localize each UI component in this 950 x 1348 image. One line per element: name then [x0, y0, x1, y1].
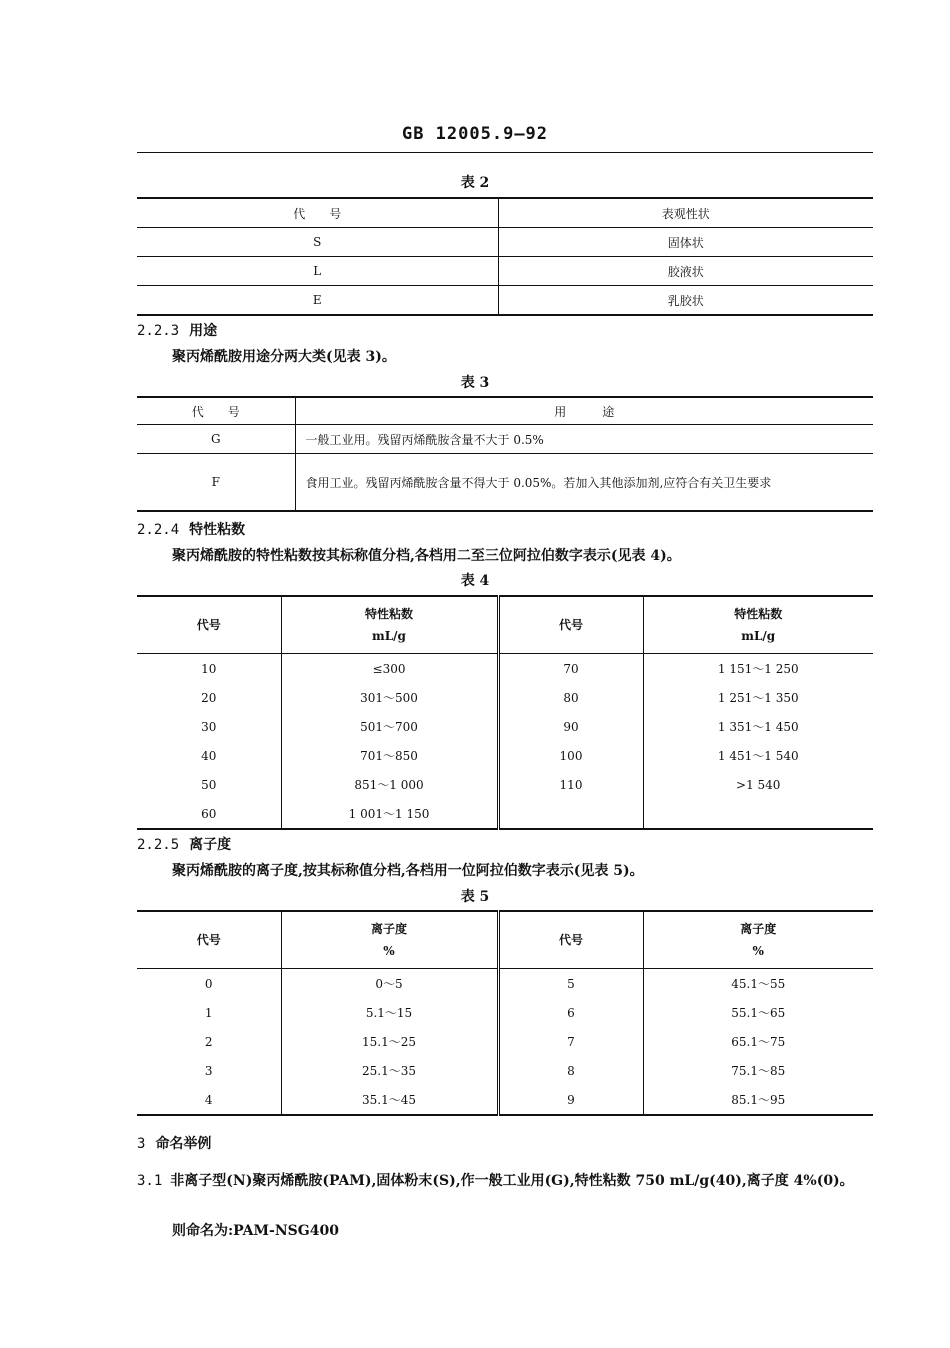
table-row — [137, 770, 873, 799]
table-header-row — [137, 198, 873, 228]
code-cell: 9 — [498, 1085, 643, 1115]
table-row — [137, 799, 873, 829]
section-number: 3 — [137, 1136, 146, 1152]
value-cell: 851～1 000 — [281, 770, 498, 799]
value-cell: 0～5 — [281, 969, 498, 999]
table-row — [137, 286, 873, 316]
header-cell: 表观性状 — [498, 198, 873, 228]
section-3-heading — [137, 1133, 211, 1153]
table-row — [137, 454, 873, 512]
table-3 — [137, 396, 873, 512]
section-3-1-text — [137, 1168, 873, 1194]
header-cell — [643, 911, 873, 969]
code-cell: 2 — [204, 1034, 213, 1049]
section-2-2-5-text: 聚丙烯酰胺的离子度,按其标称值分档,各档用一位阿拉伯数字表示(见表 5)。 — [172, 863, 644, 879]
value-cell: 15.1～25 — [281, 1027, 498, 1056]
section-title: 用途 — [189, 323, 218, 339]
value-cell: 5.1～15 — [281, 998, 498, 1027]
section-title: 命名举例 — [155, 1136, 212, 1152]
code-cell: 60 — [137, 799, 281, 829]
header-cell: 代号 — [498, 596, 643, 654]
section-2-2-4-text: 聚丙烯酰胺的特性粘数按其标称值分档,各档用二至三位阿拉伯数字表示(见表 4)。 — [172, 548, 681, 564]
table-row — [137, 712, 873, 741]
code-cell: 8 — [498, 1056, 643, 1085]
code-cell: 6 — [498, 998, 643, 1027]
section-2-2-3-text: 聚丙烯酰胺用途分两大类(见表 3)。 — [172, 349, 396, 365]
section-2-2-3-heading — [137, 320, 217, 340]
table-row — [137, 1056, 873, 1085]
code-cell: 90 — [498, 712, 643, 741]
section-2-2-4-heading — [137, 519, 245, 539]
header-cell: 代号 — [137, 596, 281, 654]
value-cell: >1 540 — [643, 770, 873, 799]
code-cell: S — [137, 228, 498, 257]
table-header-row — [137, 397, 873, 425]
table4-caption: 表 4 — [460, 573, 490, 589]
value-cell: 胶液状 — [498, 257, 873, 286]
value-cell: 35.1～45 — [281, 1085, 498, 1115]
table-row — [137, 998, 873, 1027]
code-cell: 70 — [498, 654, 643, 684]
value-cell: 1 451～1 540 — [643, 741, 873, 770]
usage-cell: 食用工业。残留丙烯酰胺含量不得大于 0.05%。若加入其他添加剂,应符合有关卫生要求 — [295, 454, 873, 512]
value-cell: 701～850 — [281, 741, 498, 770]
header-unit: % — [752, 944, 764, 958]
value-cell: 45.1～55 — [643, 969, 873, 999]
document-header: GB 12005.9—92 — [401, 124, 549, 144]
header-cell — [643, 596, 873, 654]
header-cell — [281, 911, 498, 969]
table-4 — [137, 595, 873, 830]
code-cell: 110 — [498, 770, 643, 799]
value-cell — [643, 799, 873, 829]
table-header-row — [137, 911, 873, 969]
header-cell — [281, 596, 498, 654]
code-cell: 80 — [498, 683, 643, 712]
value-cell: 75.1～85 — [643, 1056, 873, 1085]
header-unit: % — [383, 944, 395, 958]
code-cell: 30 — [201, 719, 217, 734]
usage-cell: 一般工业用。残留丙烯酰胺含量不大于 0.5% — [295, 425, 873, 454]
section-number: 2.2.3 — [137, 323, 180, 339]
header-label: 离子度 — [740, 922, 777, 936]
table-row — [137, 654, 873, 684]
value-cell: 65.1～75 — [643, 1027, 873, 1056]
header-unit: mL/g — [372, 629, 406, 643]
code-cell — [498, 799, 643, 829]
header-cell: 代号 — [137, 911, 281, 969]
table5-caption: 表 5 — [460, 889, 490, 905]
table-5 — [137, 910, 873, 1116]
code-cell: F — [137, 454, 295, 512]
paragraph-text: 非离子型(N)聚丙烯酰胺(PAM),固体粉末(S),作一般工业用(G),特性粘数 750 mL/g(40),离子度 4%(0)。 — [170, 1173, 854, 1189]
code-cell: 40 — [201, 748, 217, 763]
value-cell: 1 001～1 150 — [281, 799, 498, 829]
table-row — [137, 741, 873, 770]
value-cell: 55.1～65 — [643, 998, 873, 1027]
header-label: 离子度 — [370, 922, 407, 936]
code-cell: 3 — [204, 1063, 213, 1078]
value-cell: 乳胶状 — [498, 286, 873, 316]
header-label: 特性粘数 — [364, 607, 413, 621]
header-cell: 代 号 — [137, 397, 295, 425]
table-header-row — [137, 596, 873, 654]
code-cell: 0 — [204, 976, 213, 991]
code-cell: 10 — [201, 661, 217, 676]
code-cell: E — [137, 286, 498, 316]
code-cell: 5 — [498, 969, 643, 999]
header-cell: 代号 — [498, 911, 643, 969]
code-cell: 100 — [498, 741, 643, 770]
value-cell: 固体状 — [498, 228, 873, 257]
value-cell: 25.1～35 — [281, 1056, 498, 1085]
table3-caption: 表 3 — [460, 375, 490, 391]
section-number: 2.2.4 — [137, 522, 180, 538]
table-row — [137, 257, 873, 286]
code-cell: 7 — [498, 1027, 643, 1056]
value-cell: 1 351～1 450 — [643, 712, 873, 741]
header-cell: 用 途 — [295, 397, 873, 425]
table-row — [137, 683, 873, 712]
section-title: 特性粘数 — [189, 522, 246, 538]
header-unit: mL/g — [741, 629, 776, 643]
table-row — [137, 969, 873, 999]
section-2-2-5-heading — [137, 834, 231, 854]
code-cell: G — [137, 425, 295, 454]
header-label: 特性粘数 — [734, 607, 783, 621]
code-cell: 1 — [204, 1005, 213, 1020]
table-row — [137, 1085, 873, 1115]
code-cell: L — [137, 257, 498, 286]
value-cell: 301～500 — [281, 683, 498, 712]
code-cell: 20 — [201, 690, 217, 705]
section-title: 离子度 — [189, 837, 232, 853]
section-number: 3.1 — [137, 1173, 163, 1189]
value-cell: 1 251～1 350 — [643, 683, 873, 712]
code-cell: 50 — [201, 777, 217, 792]
code-cell: 4 — [137, 1085, 281, 1115]
table-2 — [137, 197, 873, 316]
value-cell: 501～700 — [281, 712, 498, 741]
value-cell: ≤300 — [281, 654, 498, 684]
table2-caption: 表 2 — [460, 175, 490, 191]
header-cell: 代 号 — [137, 198, 498, 228]
table-row — [137, 228, 873, 257]
value-cell: 1 151～1 250 — [643, 654, 873, 684]
table-row — [137, 1027, 873, 1056]
naming-result: 则命名为:PAM-NSG400 — [172, 1223, 339, 1239]
header-rule — [137, 152, 873, 153]
value-cell: 85.1～95 — [643, 1085, 873, 1115]
table-row — [137, 425, 873, 454]
section-number: 2.2.5 — [137, 837, 180, 853]
